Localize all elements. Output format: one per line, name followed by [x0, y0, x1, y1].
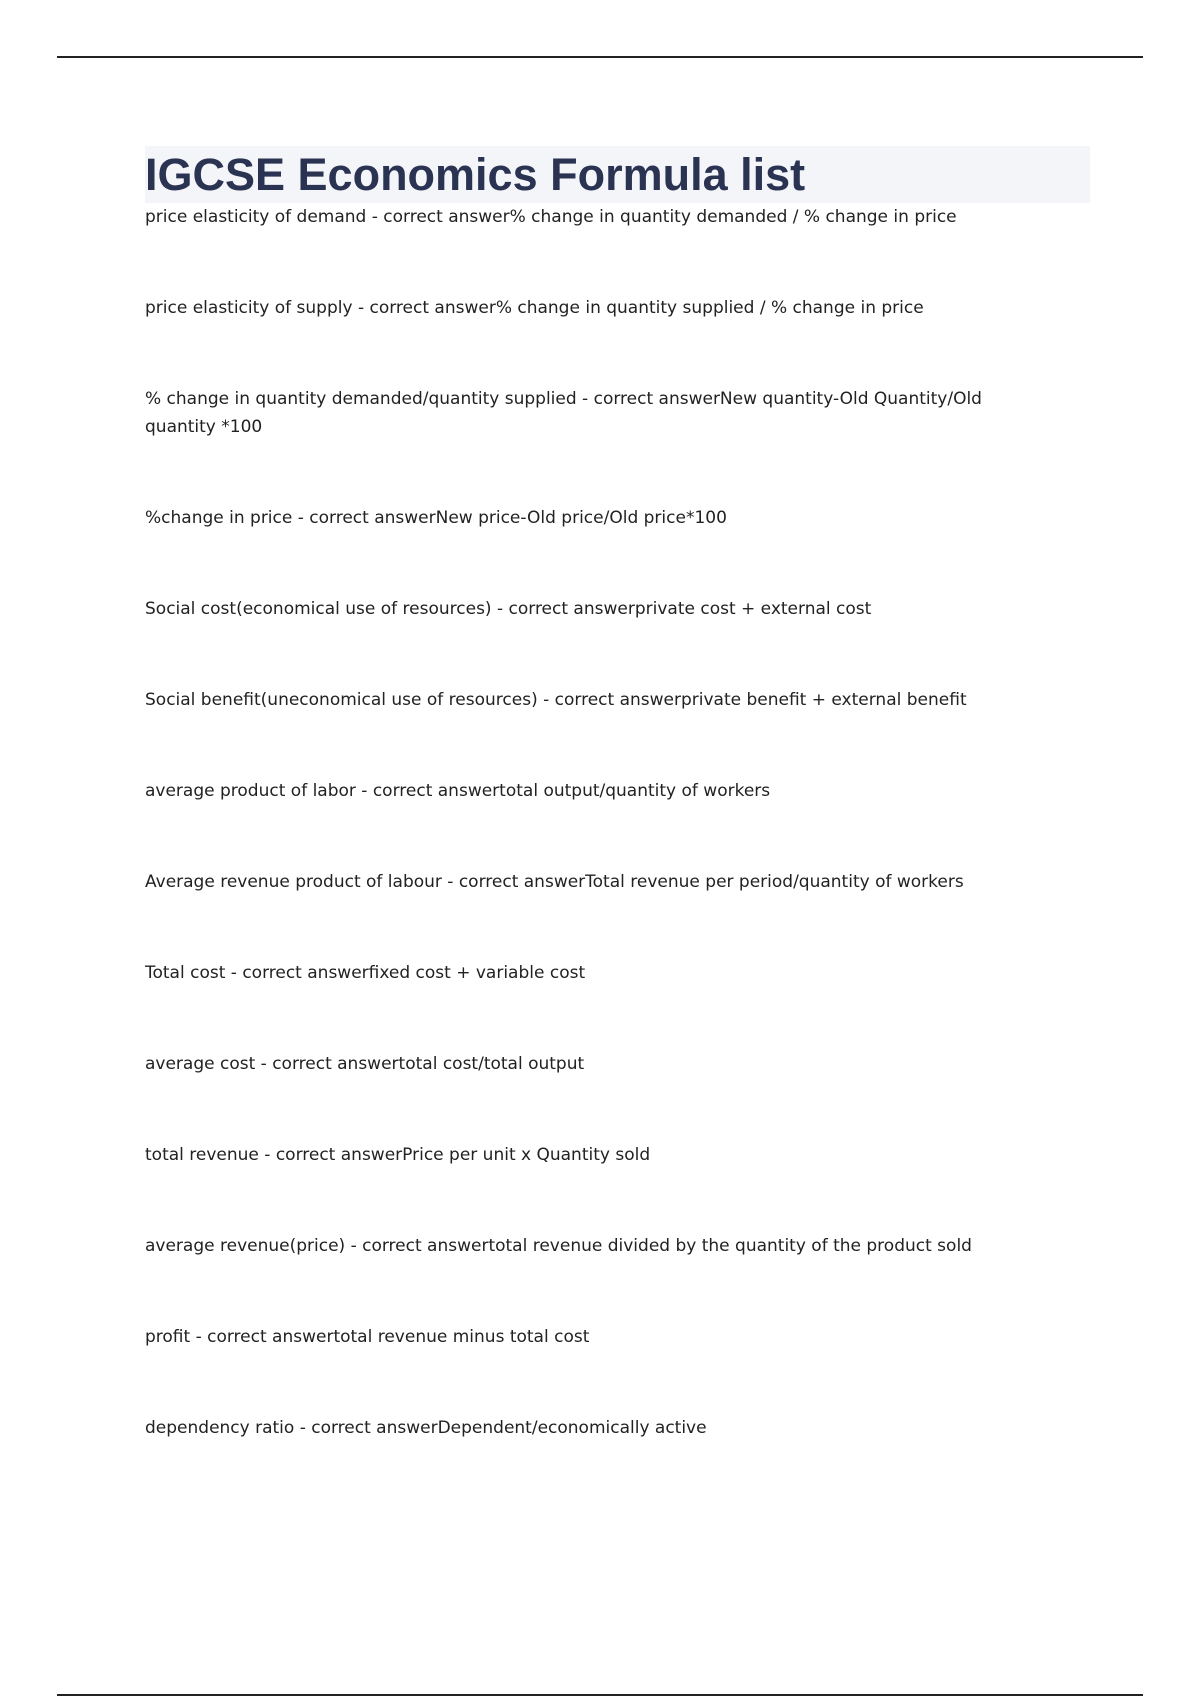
formula-entry: dependency ratio - correct answerDependent/economically active	[145, 1418, 707, 1438]
document-body	[145, 146, 1090, 1442]
formula-entry: average revenue(price) - correct answertotal revenue divided by the quantity of the product sold	[145, 1236, 972, 1256]
formula-entry: %change in price - correct answerNew price-Old price/Old price*100	[145, 508, 727, 528]
formula-entry: Social benefit(uneconomical use of resources) - correct answerprivate benefit + external benefit	[145, 690, 967, 710]
formula-entry: Total cost - correct answerfixed cost + variable cost	[145, 963, 586, 983]
formula-entry: Average revenue product of labour - correct answerTotal revenue per period/quantity of workers	[145, 872, 964, 892]
formula-entry: Social cost(economical use of resources) - correct answerprivate cost + external cost	[145, 599, 872, 619]
title-band	[145, 146, 1090, 203]
bottom-divider	[57, 1694, 1143, 1696]
formula-entry: % change in quantity demanded/quantity supplied - correct answerNew quantity-Old Quantity/Old quantity *100	[145, 389, 982, 437]
document-title: IGCSE Economics Formula list	[145, 149, 806, 200]
top-divider	[57, 56, 1143, 58]
formula-entry: average product of labor - correct answertotal output/quantity of workers	[145, 781, 771, 801]
formula-entry: profit - correct answertotal revenue minus total cost	[145, 1327, 590, 1347]
formula-entry: average cost - correct answertotal cost/total output	[145, 1054, 585, 1074]
formula-entry: price elasticity of demand - correct answer% change in quantity demanded / % change in price	[145, 207, 957, 227]
formula-list	[145, 203, 1090, 1442]
formula-entry: price elasticity of supply - correct answer% change in quantity supplied / % change in price	[145, 298, 924, 318]
formula-entry: total revenue - correct answerPrice per unit x Quantity sold	[145, 1145, 651, 1165]
